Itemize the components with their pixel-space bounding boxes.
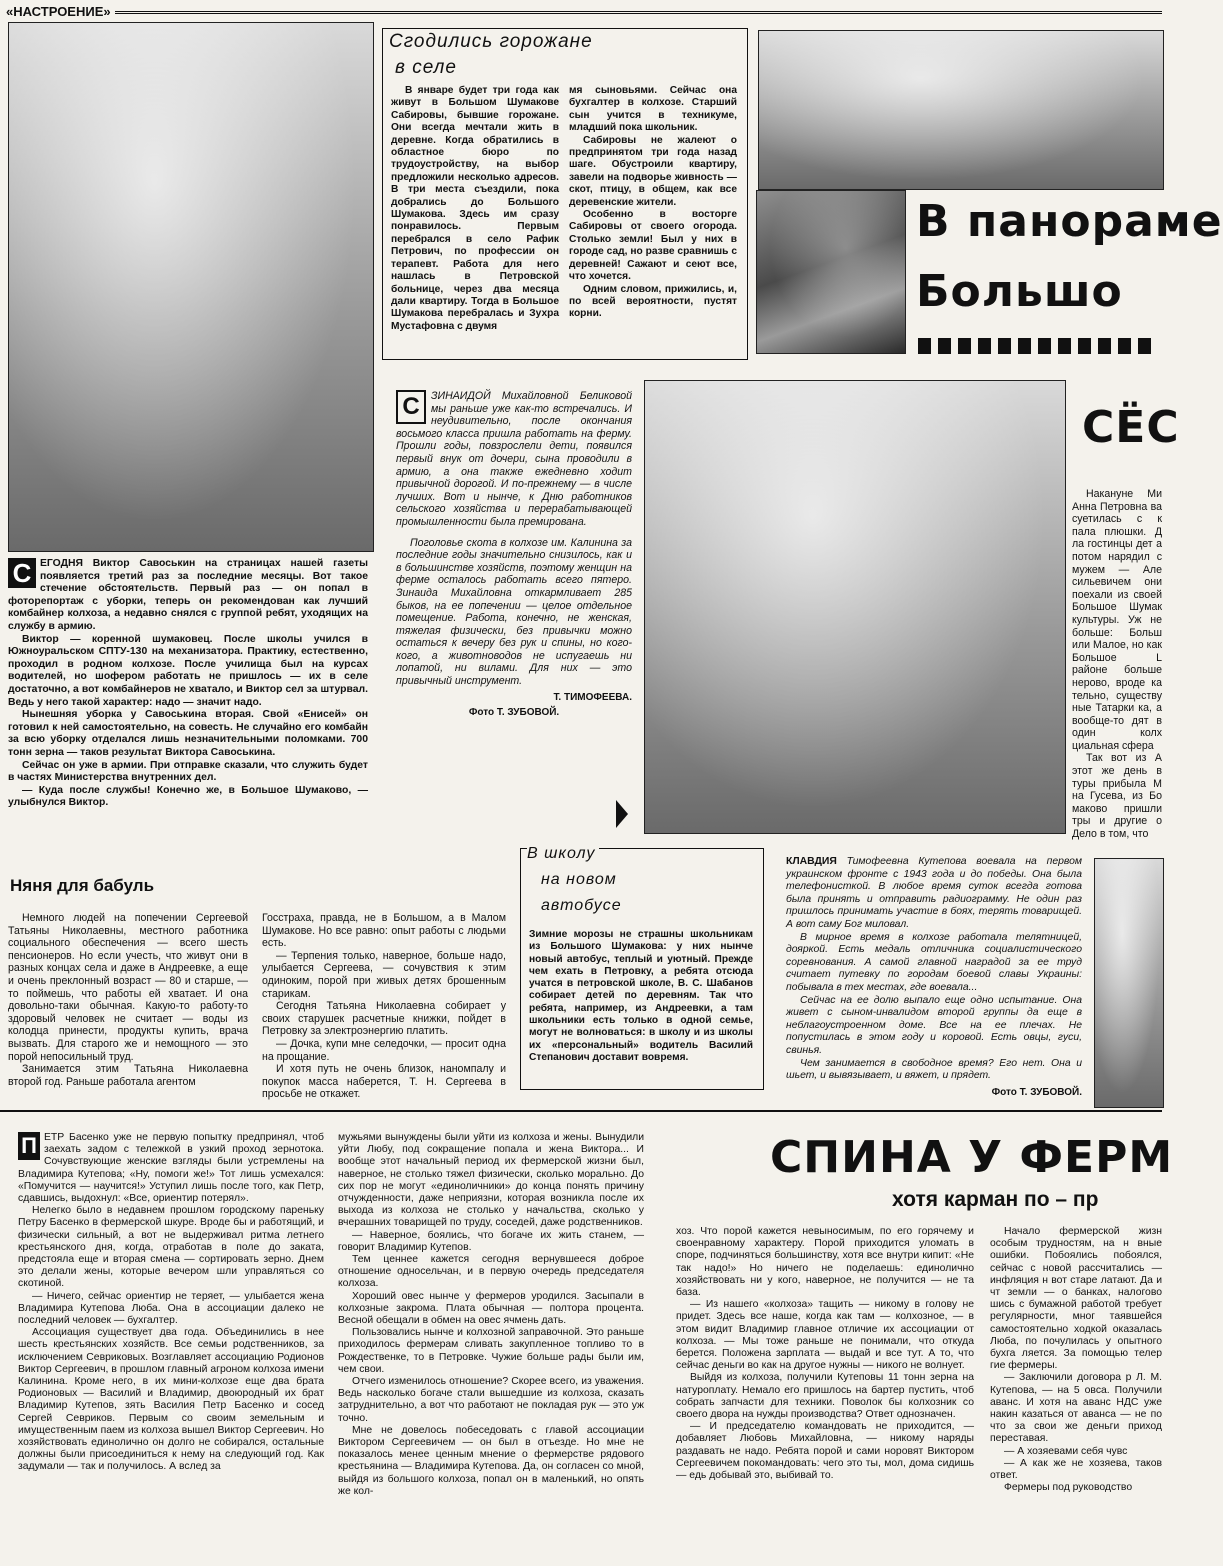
klavdiya-p2: В мирное время в колхозе работала телятницей, дояркой. Есть медаль отличника социалистического соревнования. А самой главной наградой за ее труд считает путевку по городам боевой славы Украины: побывала в тех местах, где воевала... <box>786 931 1082 993</box>
gorozhane-col2-p4: Одним словом, прижились, и, по всей вероятности, пустят корни. <box>569 283 737 320</box>
shkola-title-3: автобусе <box>541 897 622 914</box>
gorozhane-col1-text: В январе будет три года как живут в Большом Шумакове Сабировы, бывшие горожане. Они всегда мечтали жить в деревне. Когда обратились в областное бюро по трудоустройству, на выбор предложили несколько адресов. В три места съездили, пока добрались до Большого Шумакова. Здесь им сразу понравилось. Первым перебрался в село Рафик Петрович, по профессии он терапевт. Работа для него нашлась в Петровской больнице, через два месяца дали квартиру. Тогда в Большое Шумакова перебралась и Зухра Мустафовна с двумя <box>391 85 559 332</box>
spina-col3-p4: — И председателю командовать не приходится, — добавляет Любовь Михайловна, — никому наряды раздавать не надо. Ребята порой и сами норовят Виктором Сергеевичем покомандовать: чего это ты, мол, дома сидишь — едь добывай это, выбивай то. <box>676 1421 974 1482</box>
viktor-p5: — Куда после службы! Конечно же, в Большое Шумаково, — улыбнулся Виктор. <box>8 784 368 809</box>
nyanya-col2-p1: Госстраха, правда, не в Большом, а в Малом Шумакове. Но все равно: опыт работы с людьми есть. <box>262 912 506 950</box>
photo-monument <box>756 190 906 354</box>
spina-col2-p4: Хороший овес нынче у фермеров уродился. Засыпали в колхозные закрома. Плата обычная — полтора процента. Весной обещали в обмен на овес ячмень дать. <box>338 1290 644 1327</box>
spina-col1-body <box>18 1132 324 1474</box>
zinaida-p2: Поголовье скота в колхозе им. Калинина за последние годы значительно снизилось, как и в большинстве хозяйств, поэтому женщин на ферме осталось работать всего пятеро. Зинаида Михайловна откармливает 285 быков, на ее попечении — целое отдельное помещение. Работа, конечно, не женская, тяжелая физически, без привычки можно остаться к вечеру без рук и спины, но кого-кого, а животноводов не испугаешь ни лопатой, ни вилами. Для них — это привычный инструмент. <box>396 536 632 688</box>
spina-col4-p1: Начало фермерской жизн особым трудностям, на н вные ошибки. Побоялись побоялся, сейчас с новой рассчитались — инфляция н вот старе латают. Да и чт земли — о банках, налогово шись с бумажной работой требует регулярности, мног таявшейся самостоятельно ходкой оказалась Люба, по почулилась у опытного бухга ляется. За помощью телер гие фермеры. <box>990 1226 1162 1372</box>
spina-col-1 <box>18 1132 324 1474</box>
zinaida-author: Т. ТИМОФЕЕВА. <box>553 691 632 703</box>
spina-col2-p3: Тем ценнее кажется сегодня вернувшееся доброе отношение односельчан, и в первую очередь председателя колхоза. <box>338 1254 644 1290</box>
nyanya-col2-p2: — Терпения только, наверное, больше надо, улыбается Сергеева, — сочувствия к этим одиноким, порой при живых детях брошенным старикам. <box>262 949 506 1000</box>
viktor-article <box>8 558 368 810</box>
gorozhane-col2-p1: мя сыновьями. Сейчас она бухгалтер в колхозе. Старший сын учится в техникуме, младший пока школьник. <box>569 85 737 134</box>
seo-heading: СЁС <box>1082 402 1180 453</box>
pointer-arrow <box>616 800 628 828</box>
zinaida-photo-credit: Фото Т. ЗУБОВОЙ. <box>468 706 560 718</box>
spina-subtitle: хотя карман по – пр <box>892 1188 1099 1211</box>
gorozhane-box <box>382 28 748 360</box>
gorozhane-col2-p2: Сабировы не жалеют о предпринятом три года назад шаге. Обустроили квартиру, завели на подворье живность — скот, птицу, в общем, как все деревенские жители. <box>569 134 737 208</box>
spina-col2-p5: Пользовались нынче и колхозной заправочной. Это раньше приходилось фермерам сливать закупленное топливо то в Рождественке, то в Петровке. Чужие больше рады были им, чем свои. <box>338 1327 644 1375</box>
nyanya-title: Няня для бабуль <box>10 876 155 895</box>
spina-col3-p3: Выйдя из колхоза, получили Кутеповы 11 тонн зерна на натуроплату. Немало его пришлось на бартер пустить, чтоб собрать запчасти для техники. Поволок бы колхозник со своего двора на нужды производства? Ответ однозначен. <box>676 1372 974 1421</box>
spina-col2-p6: Отчего изменилось отношение? Скорее всего, из уважения. Ведь насколько богаче стали вышедшие из колхоза, сказать затруднительно, а вот что работают не покладая рук — это уж точно. <box>338 1376 644 1424</box>
gorozhane-title-1: Сгодились горожане <box>389 29 599 55</box>
panorama-title-line1: В панораме <box>916 196 1223 247</box>
viktor-dropcap: С <box>8 558 36 588</box>
panorama-right-p2: Так вот из А этот же день в туры прибыла М на Гусева, из Бо маково пришли тры и другие о Дело в том, что <box>1072 752 1162 841</box>
gorozhane-col2-p3: Особенно в восторге Сабировы от своего огорода. Столько земли! Был у них в городе сад, но разве сравнишь с деревней! Сажают и сеют все, что хочется. <box>569 209 737 283</box>
spina-col2-p1: мужьями вынуждены были уйти из колхоза и жены. Вынудили уйти Любу, под сокращение попала и жена Виктора... И вообще этот начальный период их фермерской жизни был, наверное, не столько тяжел физически, сколько морально. До сих пор не могут «единоличники» до конца понять причину отчужденности, даже неприязни, которая возникла после их выхода из колхоза не столько у начальства, сколько у вчерашних товарищей по труду, соседей, даже родственников. <box>338 1132 644 1229</box>
klavdiya-p1: Тимофеевна Кутепова воевала на первом украинском фронте с 1943 года и до победы. Она была телефонисткой. В любое время суток всегда готова была принять и отправить радиограмму. Не один раз пришлось принимать участие в боях, терять товарищей. А вот саму Бог миловал. <box>786 856 1082 930</box>
nyanya-col2-p4: — Дочка, купи мне селедочки, — просит одна на прощание. <box>262 1037 506 1063</box>
klavdiya-p4: Чем занимается в свободное время? Его нет. Она и шьет, и вывязывает, и вяжет, и прядет. <box>786 1057 1082 1082</box>
photo-village-street <box>758 30 1164 190</box>
klavdiya-p3: Сейчас на ее долю выпало еще одно испытание. Она живет с сыном-инвалидом второй группы да еще в неблагоустроенном доме. Все на ее плечах. Не попустилась в этом году и коровой. Есть овцы, гуси, свинья. <box>786 994 1082 1056</box>
zinaida-body <box>396 390 632 688</box>
shkola-title-2: на новом <box>541 871 617 888</box>
spina-col1-p3: — Ничего, сейчас ориентир не теряет, — улыбается жена Владимира Кутепова Люба. Она в ассоциации далеко не последний человек — бухгалтер. <box>18 1290 324 1327</box>
nyanya-col1-p1: Немного людей на попечении Сергеевой Татьяны Николаевны, местного работника социального обеспечения — всего шесть пенсионеров. Но если учесть, что живут они в разных концах села и даже в Андреевке, а еще и очень преклонный возраст — 80 и старше, — то поймешь, что работы ей хватает. И она довольно-таки обычная. Какую-то работу-то здоровый человек не считает — воды из колодца принести, продукты купить, врача вызвать. Для старого же и немощного — это порой непосильный труд. <box>8 912 248 1063</box>
nyanya-col-1 <box>8 912 248 1088</box>
spina-col3-p2: — Из нашего «колхоза» тащить — никому в голову не придет. Здесь все наше, когда как там — колхозное, — в этом видит Владимир главное отличие их ассоциации от колхоза. — Мы тоже раньше не понимали, что откуда берется. Положена зарплата — выдай и все тут. А то, что сейчас деньги во как на другое нужны — никого не волнует. <box>676 1299 974 1372</box>
photo-klavdiya <box>1094 858 1164 1108</box>
spina-col-3 <box>676 1226 974 1482</box>
spina-title: СПИНА У ФЕРМ <box>770 1132 1174 1183</box>
zinaida-dropcap: С <box>396 390 426 424</box>
photo-zinaida <box>644 380 1066 834</box>
gorozhane-title-2: в селе <box>395 57 457 78</box>
klavdiya-article <box>786 856 1082 1098</box>
spina-col4-p2: — Заключили договора р Л. М. Кутепова, — на 5 овса. Получили аванс. И хотя на аванс НДС уже накин казаться от аванса — не по что за свои же деньги приход переставая. <box>990 1372 1162 1445</box>
spina-col1-p2: Нелегко было в недавнем прошлом городскому пареньку Петру Басенко в фермерской шкуре. Вроде бы и работящий, и физически сильный, а вот не выдерживал ритма летнего крестьянского дня, когда, отработав в поле до заката, предстояла еще и вторая смена — сортировать зерно. Днем это делали жены, которые вечером шли управляться со скотиной. <box>18 1205 324 1290</box>
shkola-box <box>520 845 764 1090</box>
viktor-p1: ЕГОДНЯ Виктор Савоськин на страницах нашей газеты появляется третий раз за последние месяцы. Вот такое стечение обстоятельств. Первый раз — он попал в фоторепортаж с уборки, теперь он рекомендован как лучший комбайнер колхоза, а недавно снялся с группой ребят, уходящих на службу в армию. <box>8 558 368 632</box>
spina-col-4 <box>990 1226 1162 1562</box>
panorama-square-rule <box>918 338 1162 359</box>
rubric-label: «НАСТРОЕНИЕ» <box>6 4 115 19</box>
spina-col1-p1: ЕТР Басенко уже не первую попытку предпринял, чтоб заехать задом с тележкой в узкий проход зернотока. Сочувствующие женские взгляды были устремлены на Владимира Кутепова; «Ну, помоги же!» Тот лишь усмехался: «Помучится — научится!» Уступил лишь после того, как Петр, сдавшись, выдохнул: «Все, ориентир потерял». <box>18 1132 324 1205</box>
shkola-title-1: В школу <box>527 841 599 867</box>
nyanya-col2-p3: Сегодня Татьяна Николаевна собирает у своих старушек расчетные книжки, пойдет в Петровку за электроэнергию платить. <box>262 1000 506 1038</box>
nyanya-col-2 <box>262 912 506 1101</box>
spina-col4-p3: — А хозяевами себя чувс <box>1004 1445 1128 1457</box>
nyanya-col2-p5: И хотя путь не очень близок, наномпалу и покупок масса наберется, Т. Н. Сергеева в просьбе не откажет. <box>262 1063 506 1101</box>
photo-viktor <box>8 22 374 552</box>
spina-col4-p5: Фермеры под руководство <box>1004 1482 1133 1494</box>
viktor-p4: Сейчас он уже в армии. При отправке сказали, что служить будет в частях Министерства внутренних дел. <box>8 759 368 784</box>
spina-col-2 <box>338 1132 644 1498</box>
gorozhane-col-2 <box>569 85 737 321</box>
klavdiya-photo-credit: Фото Т. ЗУБОВОЙ. <box>991 1086 1082 1098</box>
gorozhane-col-1 <box>391 85 559 333</box>
spina-col2-p2: — Наверное, боялись, что богаче их жить станем, — говорит Владимир Кутепов. <box>338 1229 644 1253</box>
section-divider <box>0 1110 1162 1112</box>
spina-col3-p1: хоз. Что порой кажется невыносимым, по его горячему и своенравному характеру. Порой приходится уломать в споре, подчиняться большинству, хотя все внутри кипит: «Не так надо!» Но ничего не поделаешь: единолично хозяйствовать ни у кого, наверное, не получится — не та база. <box>676 1226 974 1299</box>
klavdiya-lead: КЛАВДИЯ <box>786 856 837 867</box>
shkola-body: Зимние морозы не страшны школьникам из Большого Шумакова: у них нынче новый автобус, теплый и уютный. Прежде чем ехать в Петровку, а ребята отсюда учатся в петровской школе, В. С. Шабанов собирает детей по деревням. Так что ребята, например, из Андреевки, а там школьники есть только в одной семье, могут не волноваться: в школу и из школы их «персональный» водитель Василий Степанович доставит вовремя. <box>529 929 753 1063</box>
viktor-p3: Нынешняя уборка у Савоськина вторая. Свой «Енисей» он готовил к ней самостоятельно, на совесть. Не случайно его комбайн за всю уборку отделался лишь незначительными поломками. 700 тонн зерна — таков результат Виктора Савоськина. <box>8 709 368 758</box>
zinaida-p1: ЗИНАИДОЙ Михайловной Беликовой мы раньше уже как-то встречались. И неудивительно, после окончания восьмого класса пришла работать на ферму. Прошли годы, повзрослели дети, появился первый внук от дочери, сына проводили в армию, а она также ежедневно ходит привычной дорогой. И по-прежнему — в числе лучших. Вот и нынче, к Дню работников сельского хозяйства и перерабатывающей промышленности была премирована. <box>396 390 632 528</box>
spina-col2-p7: Мне не довелось побеседовать с главой ассоциации Виктором Сергеевичем — он был в отъезде. Но мне не показалось менее ценным мнение о фермерстве рядового крестьянина — Владимира Кутепова. Да, он согласен со мной, выйдя из большого колхоза, попал он в маленький, но опять же кол- <box>338 1424 644 1497</box>
spina-col1-p4: Ассоциация существует два года. Объединились в нее шесть крестьянских хозяйств. Все семьи родственников, за исключением Севриковых. Возглавляет ассоциацию Родионов Виктор Сергеевич, в прошлом главный агроном колхоза имени Калинина. Кроме него, в их мини-колхозе еще два брата Родионовых — Василий и Владимир, двоюродный их брат Владимир Кутепов, зять Василия Петр Басенко и сосед Сергей Севриков. Первым со своим земельным и имущественным паем из колхоза вышел Виктор Сергеевич. Но хозяйствовать единолично он долго не собирался, остальные должны были присоединиться к нему на следующий год. Как задумали — так и получилось. А вслед за <box>18 1327 324 1473</box>
panorama-right-col <box>1072 488 1162 841</box>
klavdiya-body <box>786 856 1082 1083</box>
spina-dropcap: П <box>18 1132 40 1160</box>
spina-col4-p4: — А как же не хозяева, таков ответ. <box>990 1457 1162 1482</box>
panorama-right-p1: Накануне Ми Анна Петровна ва суетилась с к пала плюшки. Д ла гостинцы дет а потом нарядил с мужем — Але сильевичем они поехали из своей Большое Шумак культуры. Уж не больше: Больш или Малое, но как Большое L районе больше нерово, вроде ка тельно, существу ные Татарки ка, а вообще-то дят в один колх циальная сфера <box>1072 488 1162 752</box>
panorama-title-line2: Большо <box>916 266 1123 317</box>
zinaida-article <box>396 390 632 718</box>
viktor-p2: Виктор — коренной шумаковец. После школы учился в Южноуральском СПТУ-130 на механизатора. Практику, естественно, проходил в родном колхозе. После училища был на курсах водителей, но шофером работать не пришлось — их в селе достаточно, а вот комбайнеров не хватало, и Виктор сел за штурвал. Ведь у него такой характер: надо — значит надо. <box>8 633 368 708</box>
top-rule <box>100 11 1162 14</box>
nyanya-col1-p2: Занимается этим Татьяна Николаевна второй год. Раньше работала агентом <box>8 1063 248 1088</box>
viktor-body <box>8 558 368 810</box>
